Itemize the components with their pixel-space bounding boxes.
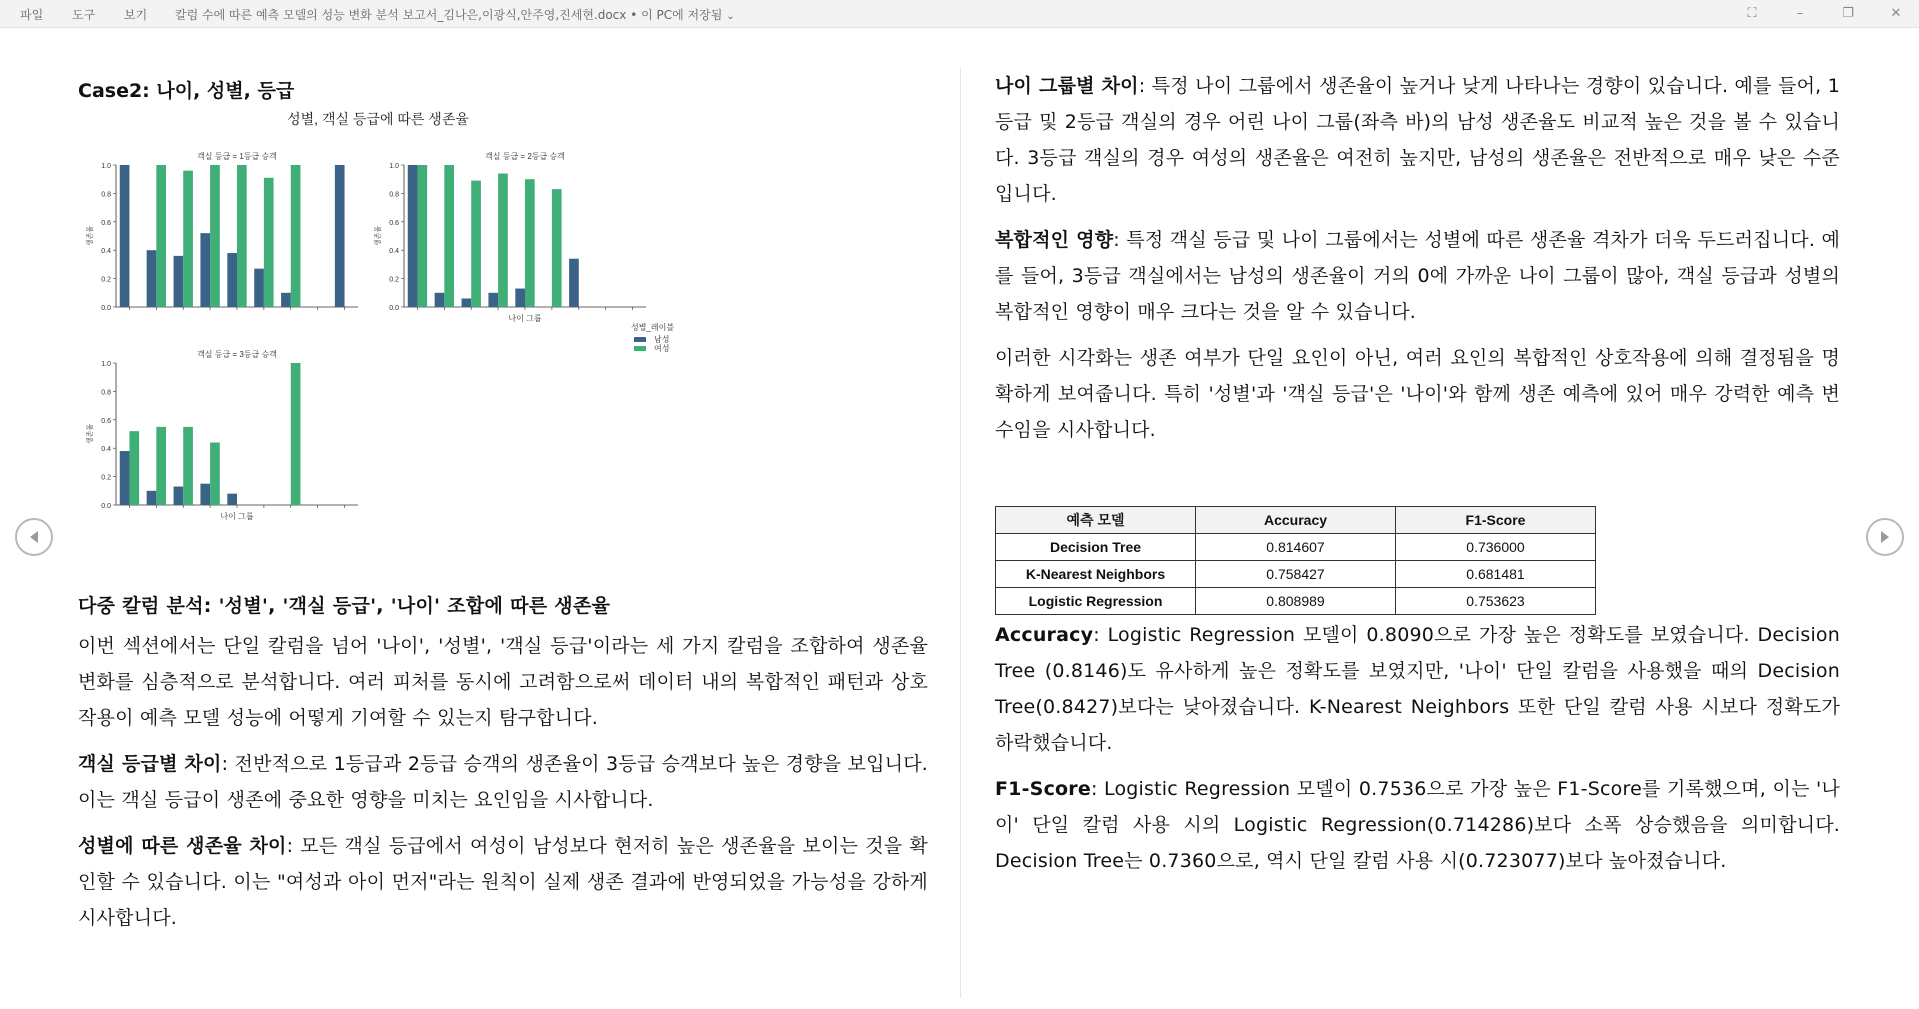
paragraph-text: : Logistic Regression 모델이 0.7536으로 가장 높은 F1-Score를 기록했으며, 이는 '나이' 단일 칼럼 사용 시의 Logistic Regression(0.714286)보다 소폭 상승했음을 의미합니다. Decision Tree는 0.7360으로, 역시 단일 칼럼 사용 시(0.723077)보다 높아졌습니다. <box>995 778 1840 872</box>
bar-female <box>417 165 427 307</box>
panel-title: 객실 등급 = 1등급 승객 <box>197 152 277 161</box>
bar-female <box>525 179 535 307</box>
legend-label-male: 남성 <box>654 335 670 344</box>
table-cell: Logistic Regression <box>996 588 1196 615</box>
y-tick-label: 0.2 <box>389 276 399 284</box>
bar-male <box>569 259 579 307</box>
chart-svg <box>78 109 678 579</box>
paragraph-f1-score <box>995 771 1840 879</box>
title-bar <box>0 0 1919 28</box>
bar-male <box>335 165 345 307</box>
chart-title: 성별, 객실 등급에 따른 생존율 <box>287 111 469 127</box>
bar-male <box>174 487 184 505</box>
next-page-button[interactable] <box>1866 518 1904 556</box>
paragraph-combined-effect <box>995 222 1840 330</box>
table-header: 예측 모델 <box>996 507 1196 534</box>
triangle-left-icon <box>27 529 41 545</box>
y-tick-label: 1.0 <box>101 163 111 170</box>
bar-female <box>498 174 508 307</box>
y-axis-label: 생존율 <box>375 225 382 247</box>
table-cell: 0.758427 <box>1196 561 1396 588</box>
table-row <box>996 534 1596 561</box>
y-tick-label: 0.6 <box>101 219 111 227</box>
bar-female <box>156 427 166 505</box>
minimize-icon[interactable]: – <box>1796 6 1804 21</box>
paragraph-heading: F1-Score <box>995 778 1091 800</box>
menu-file[interactable]: 파일 <box>20 8 44 22</box>
chart-panel-2 <box>373 151 646 323</box>
bar-female <box>237 165 247 307</box>
bar-male <box>281 293 291 307</box>
table-cell: 0.736000 <box>1396 534 1596 561</box>
y-tick-label: 0.0 <box>101 503 111 510</box>
paragraph-heading: Accuracy <box>995 624 1094 646</box>
close-icon[interactable]: ✕ <box>1890 6 1902 21</box>
bar-female <box>471 181 481 307</box>
panel-title: 객실 등급 = 3등급 승객 <box>197 350 277 359</box>
table-header: Accuracy <box>1196 507 1396 534</box>
paragraph-intro: 이번 섹션에서는 단일 칼럼을 넘어 '나이', '성별', '객실 등급'이라는 세 가지 칼럼을 조합하여 생존율 변화를 심층적으로 분석합니다. 여러 피처를 동시에 고려함으로써 데이터 내의 복합적인 패턴과 상호작용이 예측 모델 성능에 어떻게 기여할 수 있는지 탐구합니다. <box>78 635 928 729</box>
left-page <box>78 68 928 936</box>
bar-male <box>147 250 157 307</box>
menu-view[interactable]: 보기 <box>124 8 148 22</box>
bar-male <box>227 253 237 307</box>
document-spread <box>0 28 1919 1009</box>
chart-panel-3 <box>85 349 358 521</box>
bar-female <box>291 363 301 505</box>
table-cell: 0.753623 <box>1396 588 1596 615</box>
right-page <box>995 68 1840 879</box>
bar-male <box>147 491 157 505</box>
paragraph-text: : Logistic Regression 모델이 0.8090으로 가장 높은 정확도를 보였습니다. Decision Tree (0.8146)도 유사하게 높은 정확도를 보였지만, '나이' 단일 칼럼을 사용했을 때의 Decision Tree(0.8427)보다는 낮아졌습니다. K-Nearest Neighbors 또한 단일 칼럼 사용 시보다 정확도가 하락했습니다. <box>995 624 1840 754</box>
y-tick-label: 0.6 <box>101 417 111 425</box>
triangle-right-icon <box>1878 529 1892 545</box>
bar-female <box>210 165 220 307</box>
table-cell: Decision Tree <box>996 534 1196 561</box>
bar-female <box>129 431 139 505</box>
bar-female <box>552 189 562 307</box>
table-row <box>996 561 1596 588</box>
y-tick-label: 0.8 <box>101 389 111 397</box>
table-header: F1-Score <box>1396 507 1596 534</box>
paragraph-class-difference <box>78 746 928 818</box>
chart-panel-1 <box>85 151 358 312</box>
bar-female <box>183 427 193 505</box>
y-tick-label: 0.4 <box>389 248 399 256</box>
y-tick-label: 0.0 <box>101 305 111 312</box>
menu-tools[interactable]: 도구 <box>72 8 96 22</box>
results-table <box>995 506 1596 615</box>
bar-male <box>515 289 525 307</box>
table-row <box>996 588 1596 615</box>
bar-male <box>174 256 184 307</box>
bar-male <box>254 269 264 307</box>
y-axis-label: 생존율 <box>87 225 94 247</box>
paragraph-age-difference <box>995 68 1840 212</box>
paragraph-heading: 객실 등급별 차이 <box>78 753 222 775</box>
chevron-down-icon: ⌄ <box>726 11 735 22</box>
bar-female <box>183 171 193 307</box>
y-tick-label: 1.0 <box>101 361 111 368</box>
legend-title: 성별_레이블 <box>631 323 675 332</box>
survival-chart <box>78 109 678 579</box>
y-tick-label: 1.0 <box>389 163 399 170</box>
paragraph-conclusion: 이러한 시각화는 생존 여부가 단일 요인이 아닌, 여러 요인의 복합적인 상호작용에 의해 결정됨을 명확하게 보여줍니다. 특히 '성별'과 '객실 등급'은 '나이'와 함께 생존 예측에 있어 매우 강력한 예측 변수임을 시사합니다. <box>995 347 1840 441</box>
bar-male <box>435 293 445 307</box>
paragraph-text: : 전반적으로 1등급과 2등급 승객의 생존율이 3등급 승객보다 높은 경향을 보입니다. 이는 객실 등급이 생존에 중요한 영향을 미치는 요인임을 시사합니다. <box>78 753 928 811</box>
bar-female <box>210 443 220 505</box>
legend-swatch-male <box>634 337 646 342</box>
legend-swatch-female <box>634 346 646 351</box>
table-cell: 0.681481 <box>1396 561 1596 588</box>
y-tick-label: 0.6 <box>389 219 399 227</box>
x-axis-label: 나이 그룹 <box>220 512 254 521</box>
paragraph-accuracy <box>995 617 1840 761</box>
table-header-row <box>996 507 1596 534</box>
table-cell: 0.814607 <box>1196 534 1396 561</box>
page-divider <box>960 68 961 998</box>
panel-title: 객실 등급 = 2등급 승객 <box>485 152 565 161</box>
bar-male <box>200 233 210 307</box>
bar-male <box>408 165 418 307</box>
y-tick-label: 0.8 <box>101 191 111 199</box>
bar-male <box>200 484 210 505</box>
restore-icon[interactable]: ❐ <box>1842 6 1854 21</box>
bar-male <box>462 298 472 307</box>
paragraph-gender-difference <box>78 828 928 936</box>
paragraph-heading: 복합적인 영향 <box>995 229 1114 251</box>
paragraph-heading: 나이 그룹별 차이 <box>995 75 1139 97</box>
bar-male <box>120 165 130 307</box>
y-tick-label: 0.4 <box>101 446 111 454</box>
y-axis-label: 생존율 <box>87 423 94 445</box>
focus-mode-icon[interactable]: ⛶ <box>1747 6 1757 21</box>
legend-label-female: 여성 <box>654 344 670 353</box>
document-title-text: 칼럼 수에 따른 예측 모델의 성능 변화 분석 보고서_김나은,이광식,안주영,진세현.docx • 이 PC에 저장됨 <box>175 8 723 22</box>
y-tick-label: 0.4 <box>101 248 111 256</box>
paragraph-text: : 특정 객실 등급 및 나이 그룹에서는 성별에 따른 생존율 격차가 더욱 두드러집니다. 예를 들어, 3등급 객실에서는 남성의 생존율이 거의 0에 가까운 나이 그룹이 많아, 객실 등급과 성별의 복합적인 영향이 매우 크다는 것을 알 수 있습니다. <box>995 229 1841 323</box>
y-tick-label: 0.0 <box>389 305 399 312</box>
previous-page-button[interactable] <box>15 518 53 556</box>
table-cell: K-Nearest Neighbors <box>996 561 1196 588</box>
paragraph-heading: 성별에 따른 생존율 차이 <box>78 835 287 857</box>
bar-female <box>264 178 274 307</box>
y-tick-label: 0.2 <box>101 276 111 284</box>
case-title: Case2: 나이, 성별, 등급 <box>78 80 295 102</box>
bar-male <box>488 293 498 307</box>
paragraph-text: : 모든 객실 등급에서 여성이 남성보다 현저히 높은 생존율을 보이는 것을 확인할 수 있습니다. 이는 "여성과 아이 먼저"라는 원칙이 실제 생존 결과에 반영되었을 가능성을 강하게 시사합니다. <box>78 835 928 929</box>
bar-male <box>227 494 237 505</box>
chart-legend <box>631 322 674 353</box>
bar-male <box>120 451 130 505</box>
table-cell: 0.808989 <box>1196 588 1396 615</box>
section-title: 다중 칼럼 분석: '성별', '객실 등급', '나이' 조합에 따른 생존율 <box>78 595 611 617</box>
document-title[interactable] <box>175 6 735 23</box>
x-axis-label: 나이 그룹 <box>508 314 542 323</box>
bar-female <box>156 165 166 307</box>
bar-female <box>291 165 301 307</box>
bar-female <box>444 165 454 307</box>
paragraph-text: : 특정 나이 그룹에서 생존율이 높거나 낮게 나타나는 경향이 있습니다. 예를 들어, 1등급 및 2등급 객실의 경우 어린 나이 그룹(좌측 바)의 남성 생존율도 비교적 높은 것을 볼 수 있습니다. 3등급 객실의 경우 여성의 생존율은 여전히 높지만, 남성의 생존율은 전반적으로 매우 낮은 수준입니다. <box>995 75 1840 205</box>
y-tick-label: 0.8 <box>389 191 399 199</box>
y-tick-label: 0.2 <box>101 474 111 482</box>
